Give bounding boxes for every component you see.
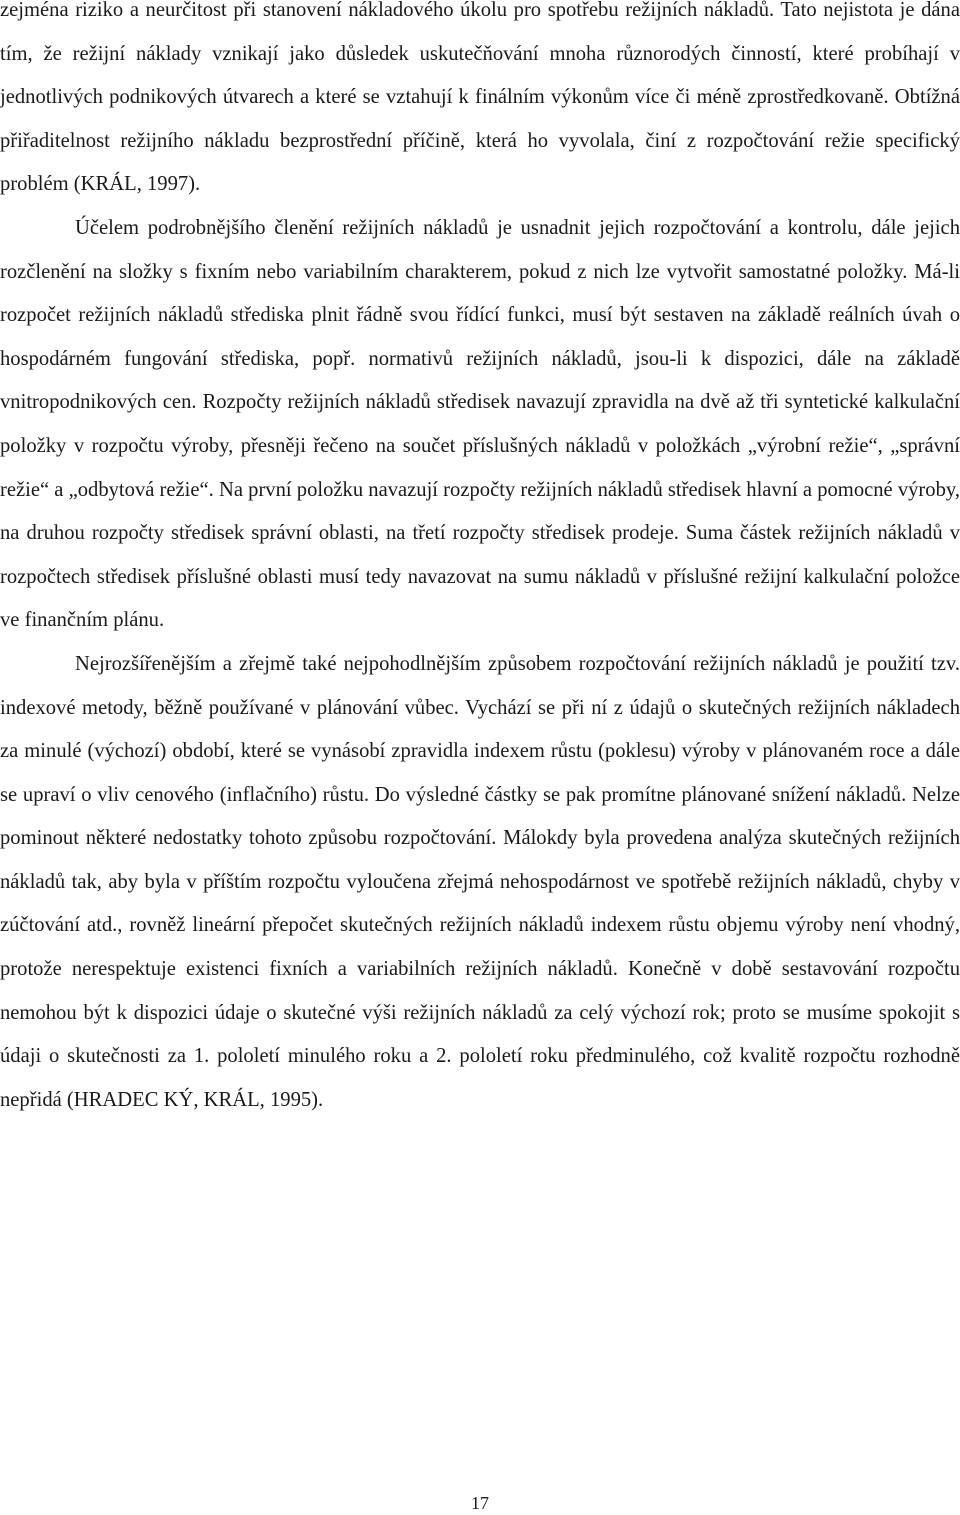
paragraph-index-method: Nejrozšířenějším a zřejmě také nejpohodlnějším způsobem rozpočtování režijních nákladů je použití tzv. indexové metody, běžně používané v plánování vůbec. Vychází se při ní z údajů o skutečných režijních nákladech za minulé (výchozí) období, které se vynásobí zpravidla indexem růstu (poklesu) výroby v plánovaném roce a dále se upraví o vliv cenového (inflačního) růstu. Do výsledné částky se pak promítne plánované snížení nákladů. Nelze pominout některé nedostatky tohoto způsobu rozpočtování. Málokdy byla provedena analýza skutečných režijních nákladů tak, aby byla v příštím rozpočtu vyloučena zřejmá nehospodárnost ve spotřebě režijních nákladů, chyby v zúčtování atd., rovněž lineární přepočet skutečných režijních nákladů indexem růstu objemu výroby není vhodný, protože nerespektuje existenci fixních a variabilních režijních nákladů. Konečně v době sestavování rozpočtu nemohou být k dispozici údaje o skutečné výši režijních nákladů za celý výchozí rok; proto se musíme spokojit s údaji o skutečnosti za 1. pololetí minulého roku a 2. pololetí roku předminulého, což kvalitě rozpočtu rozhodně nepřidá (HRADEC KÝ, KRÁL, 1995). [0,652,960,1111]
paragraph-overhead-breakdown: Účelem podrobnějšího členění režijních nákladů je usnadnit jejich rozpočtování a kontrolu, dále jejich rozčlenění na složky s fixním nebo variabilním charakterem, pokud z nich lze vytvořit samostatné položky. Má-li rozpočet režijních nákladů střediska plnit řádně svou řídící funkci, musí být sestaven na základě reálních úvah o hospodárném fungování střediska, popř. normativů režijních nákladů, jsou-li k dispozici, dále na základě vnitropodnikových cen. Rozpočty režijních nákladů středisek navazují zpravidla na dvě až tři syntetické kalkulační položky v rozpočtu výroby, přesněji řečeno na součet příslušných nákladů v položkách „výrobní režie“, „správní režie“ a „odbytová režie“. Na první položku navazují rozpočty režijních nákladů středisek hlavní a pomocné výroby, na druhou rozpočty středisek správní oblasti, na třetí rozpočty středisek prodeje. Suma částek režijních nákladů v rozpočtech středisek příslušné oblasti musí tedy navazovat na sumu nákladů v příslušné režijní kalkulační položce ve finančním plánu. [0,216,960,632]
paragraph-intro-continuation: zejména riziko a neurčitost při stanovení nákladového úkolu pro spotřebu režijních nákladů. Tato nejistota je dána tím, že režijní náklady vznikají jako důsledek uskutečňování mnoha různorodých činností, které probíhají v jednotlivých podnikových útvarech a které se vztahují k finálním výkonům více či méně zprostředkovaně. Obtížná přiřaditelnost režijního nákladu bezprostřední příčině, která ho vyvolala, činí z rozpočtování režie specifický problém (KRÁL, 1997). [0,0,960,196]
page-number: 17 [471,1493,489,1513]
